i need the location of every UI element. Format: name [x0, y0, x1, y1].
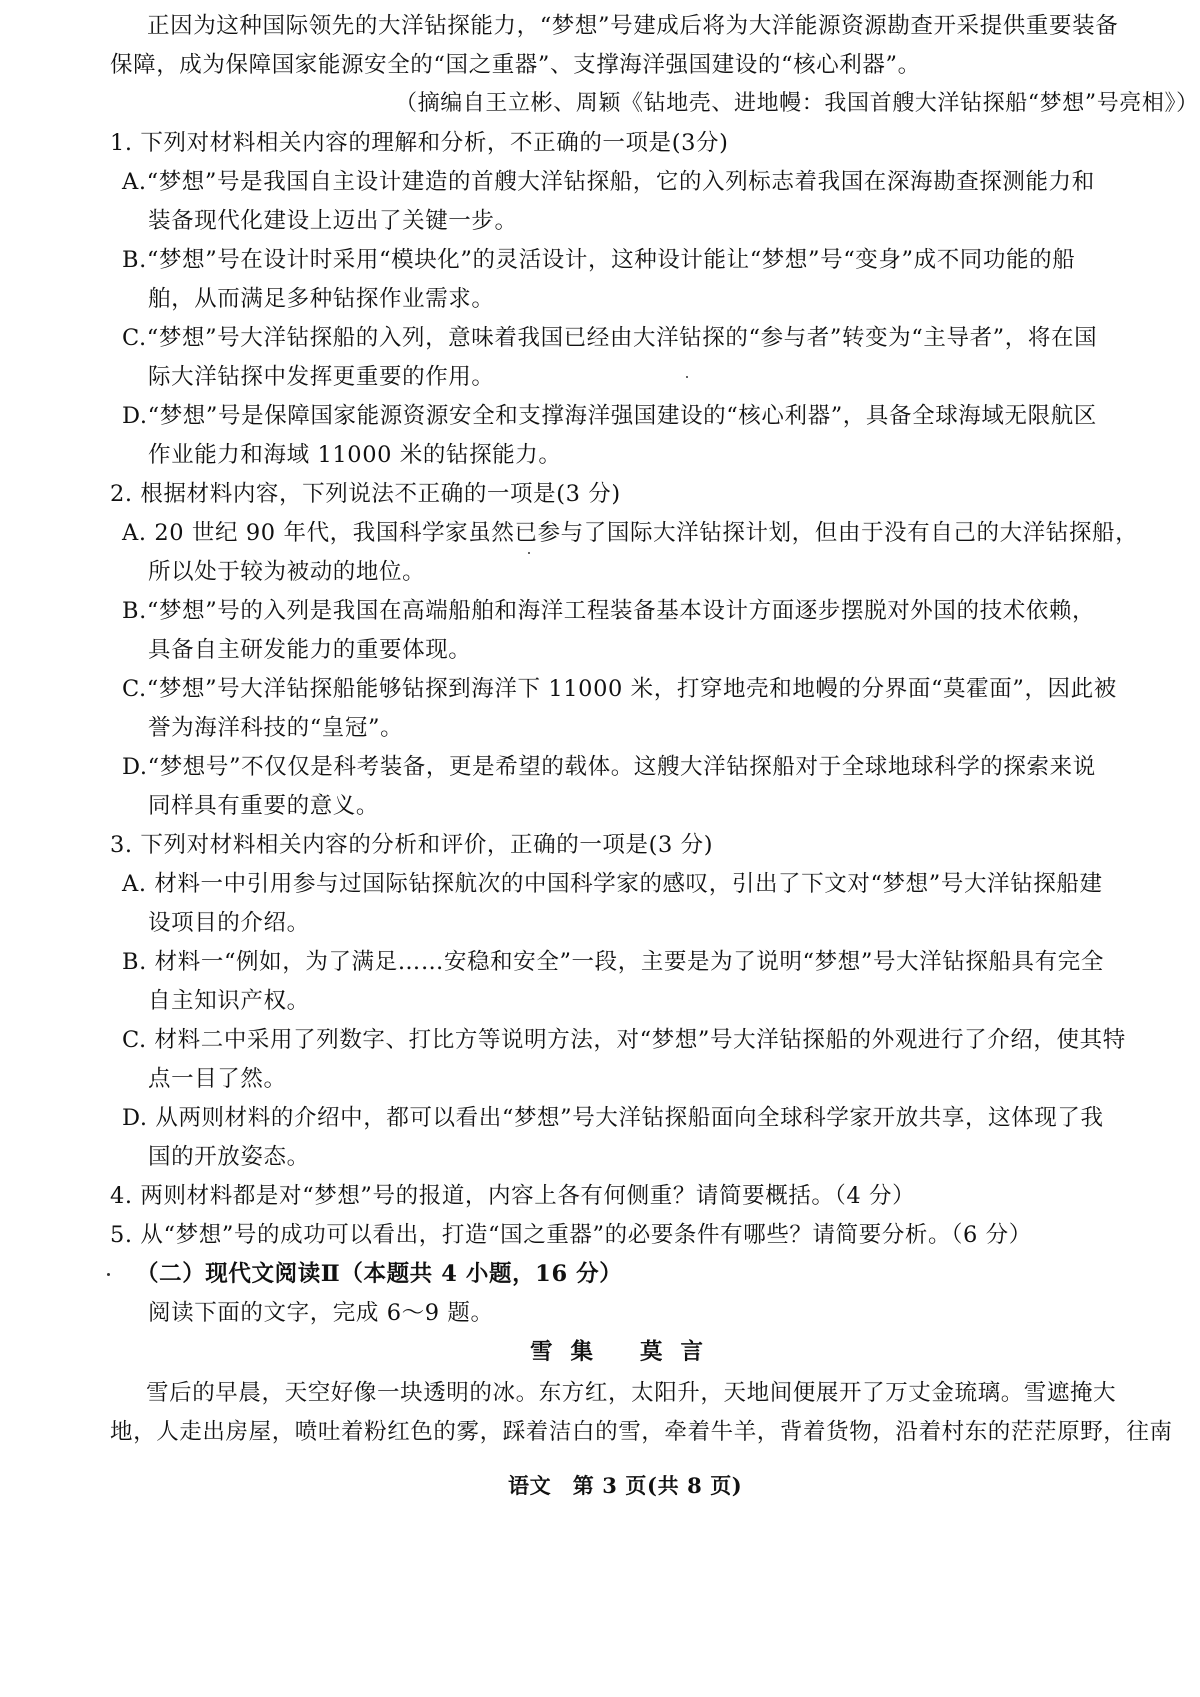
- question-2-option-c: C.“梦想”号大洋钻探船能够钻探到海洋下 11000 米，打穿地壳和地幔的分界面“莫霍面”，因此被: [122, 676, 1117, 702]
- question-1-option-d: D.“梦想”号是保障国家能源资源安全和支撑海洋强国建设的“核心利器”，具备全球海域无限航区: [122, 403, 1097, 429]
- intro-line-2: 保障，成为保障国家能源安全的“国之重器”、支撑海洋强国建设的“核心利器”。: [110, 52, 921, 78]
- question-3-option-a-cont: 设项目的介绍。: [148, 910, 310, 936]
- question-1-option-a: A.“梦想”号是我国自主设计建造的首艘大洋钻探船，它的入列标志着我国在深海勘查探测能力和: [122, 169, 1095, 195]
- passage-author: 莫言: [640, 1339, 722, 1365]
- passage-line-2: 地，人走出房屋，喷吐着粉红色的雾，踩着洁白的雪，牵着牛羊，背着货物，沿着村东的茫茫原野，往南: [110, 1419, 1173, 1445]
- question-3-option-a: A. 材料一中引用参与过国际钻探航次的中国科学家的感叹，引出了下文对“梦想”号大洋钻探船建: [122, 871, 1103, 897]
- source-citation: （摘编自王立彬、周颖《钻地壳、进地幔：我国首艘大洋钻探船“梦想”号亮相》）: [395, 91, 1199, 116]
- scan-speck: [528, 552, 530, 554]
- question-4: 4. 两则材料都是对“梦想”号的报道，内容上各有何侧重？请简要概括。（4 分）: [110, 1183, 916, 1209]
- question-5: 5. 从“梦想”号的成功可以看出，打造“国之重器”的必要条件有哪些？请简要分析。（6 分）: [110, 1222, 1032, 1248]
- question-3-option-d-cont: 国的开放姿态。: [148, 1144, 310, 1170]
- question-1-stem: 1. 下列对材料相关内容的理解和分析，不正确的一项是(3分): [110, 130, 729, 156]
- passage-title: 雪集: [530, 1339, 612, 1365]
- question-3-option-b-cont: 自主知识产权。: [148, 988, 310, 1014]
- scan-speck: [686, 376, 688, 378]
- passage-line-1: 雪后的早晨，天空好像一块透明的冰。东方红，太阳升，天地间便展开了万丈金琉璃。雪遮掩大: [146, 1380, 1117, 1406]
- question-2-option-c-cont: 誉为海洋科技的“皇冠”。: [148, 715, 404, 741]
- question-2-option-d: D.“梦想号”不仅仅是科考装备，更是希望的载体。这艘大洋钻探船对于全球地球科学的探索来说: [122, 754, 1096, 780]
- question-2-stem: 2. 根据材料内容，下列说法不正确的一项是(3 分): [110, 481, 621, 507]
- question-3-option-b: B. 材料一“例如，为了满足……安稳和安全”一段，主要是为了说明“梦想”号大洋钻探船具有完全: [122, 949, 1104, 975]
- section-2-header: （二）现代文阅读Ⅱ（本题共 4 小题，16 分）: [136, 1261, 623, 1287]
- page-footer: 语文 第 3 页(共 8 页): [508, 1473, 743, 1498]
- question-1-option-c: C.“梦想”号大洋钻探船的入列，意味着我国已经由大洋钻探的“参与者”转变为“主导者”，将在国: [122, 325, 1098, 351]
- question-1-option-b-cont: 舶，从而满足多种钻探作业需求。: [148, 286, 495, 312]
- question-2-option-a-cont: 所以处于较为被动的地位。: [148, 559, 426, 585]
- question-2-option-b: B.“梦想”号的入列是我国在高端船舶和海洋工程装备基本设计方面逐步摆脱对外国的技术依赖，: [122, 598, 1096, 624]
- section-2-instruction: 阅读下面的文字，完成 6～9 题。: [148, 1300, 494, 1326]
- scan-speck: [107, 1273, 110, 1276]
- question-2-option-a: A. 20 世纪 90 年代，我国科学家虽然已参与了国际大洋钻探计划，但由于没有自己的大洋钻探船，: [122, 520, 1139, 546]
- question-2-option-b-cont: 具备自主研发能力的重要体现。: [148, 637, 472, 663]
- question-1-option-d-cont: 作业能力和海域 11000 米的钻探能力。: [148, 442, 562, 468]
- question-3-option-c-cont: 点一目了然。: [148, 1066, 287, 1092]
- intro-line-1: 正因为这种国际领先的大洋钻探能力，“梦想”号建成后将为大洋能源资源勘查开采提供重要装备: [147, 13, 1119, 39]
- question-3-option-c: C. 材料二中采用了列数字、打比方等说明方法，对“梦想”号大洋钻探船的外观进行了介绍，使其特: [122, 1027, 1126, 1053]
- question-3-option-d: D. 从两则材料的介绍中，都可以看出“梦想”号大洋钻探船面向全球科学家开放共享，这体现了我: [122, 1105, 1104, 1131]
- question-1-option-a-cont: 装备现代化建设上迈出了关键一步。: [148, 208, 518, 234]
- question-3-stem: 3. 下列对材料相关内容的分析和评价，正确的一项是(3 分): [110, 832, 714, 858]
- question-1-option-b: B.“梦想”号在设计时采用“模块化”的灵活设计，这种设计能让“梦想”号“变身”成不同功能的船: [122, 247, 1076, 273]
- question-1-option-c-cont: 际大洋钻探中发挥更重要的作用。: [148, 364, 495, 390]
- question-2-option-d-cont: 同样具有重要的意义。: [148, 793, 380, 819]
